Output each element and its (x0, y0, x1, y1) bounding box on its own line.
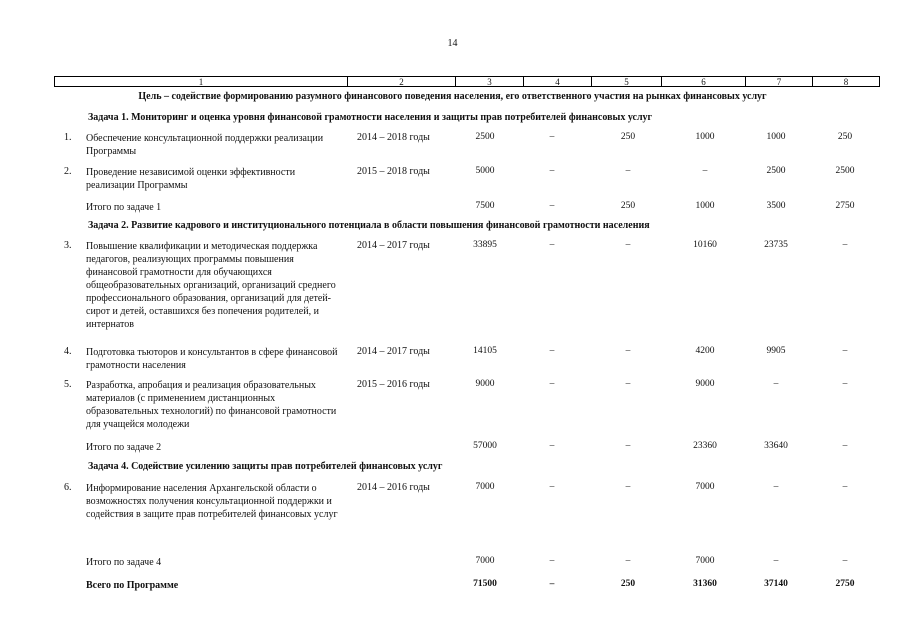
row-value-3: 14105 (473, 346, 497, 356)
row-value-5: – (625, 346, 631, 356)
header-col-4: 4 (523, 77, 591, 86)
row-value-7: 33640 (764, 441, 788, 451)
row-value-6: 10160 (693, 240, 717, 250)
header-col-3: 3 (455, 77, 523, 86)
row-value-6: 7000 (695, 482, 715, 492)
row-value-4: – (549, 166, 555, 176)
row-value-7: 9905 (766, 346, 786, 356)
row-value-7: 2500 (766, 166, 786, 176)
table-header-row (54, 76, 880, 87)
row-value-5: – (625, 482, 631, 492)
table-row (0, 346, 905, 374)
row-value-4: – (549, 579, 555, 589)
row-number: 3. (64, 240, 72, 251)
row-value-5: 250 (620, 132, 636, 142)
row-name: Подготовка тьюторов и консультантов в сфере финансовой грамотности населения (86, 347, 338, 371)
row-name: Проведение независимой оценки эффективности реализации Программы (86, 167, 296, 191)
subtotal-row (0, 556, 905, 570)
row-value-4: – (549, 556, 555, 566)
row-value-4: – (549, 441, 555, 451)
row-name: Обеспечение консультационной поддержки реализации Программы (86, 133, 324, 157)
header-col-8: 8 (812, 77, 879, 86)
header-col-5: 5 (591, 77, 661, 86)
task-2-title: Задача 2. Развитие кадрового и институционального потенциала в области повышения финансовой грамотности населения (88, 220, 650, 231)
row-value-7: 23735 (764, 240, 788, 250)
table-row (0, 240, 905, 336)
header-col-1: 1 (198, 77, 204, 87)
header-col-2: 2 (347, 77, 455, 86)
row-value-3: 7000 (475, 556, 495, 566)
row-name: Разработка, апробация и реализация образовательных материалов (с применением дистанционных образовательных технологий) по финансовой грамотности для учащейся молодежи (86, 380, 337, 430)
row-value-4: – (549, 379, 555, 389)
row-period: 2014 – 2017 годы (357, 346, 430, 357)
row-value-3: 57000 (473, 441, 497, 451)
row-value-7: – (773, 482, 779, 492)
row-value-5: – (625, 441, 631, 451)
row-value-3: 7500 (475, 201, 495, 211)
task-4-title: Задача 4. Содействие усилению защиты прав потребителей финансовых услуг (88, 461, 443, 472)
row-value-7: 37140 (764, 579, 788, 589)
row-period: 2015 – 2018 годы (357, 166, 430, 177)
row-period: 2015 – 2016 годы (357, 379, 430, 390)
row-value-4: – (549, 346, 555, 356)
row-value-7: 1000 (766, 132, 786, 142)
row-value-3: 33895 (473, 240, 497, 250)
row-value-6: 23360 (693, 441, 717, 451)
row-name: Всего по Программе (86, 580, 179, 591)
table-row (0, 482, 905, 546)
row-value-5: – (625, 556, 631, 566)
row-value-4: – (549, 132, 555, 142)
row-value-8: – (842, 379, 848, 389)
row-number: 6. (64, 482, 72, 493)
row-value-8: 250 (837, 132, 853, 142)
row-value-7: – (773, 379, 779, 389)
row-value-4: – (549, 240, 555, 250)
row-value-3: 9000 (475, 379, 495, 389)
table-row (0, 132, 905, 162)
row-period: 2014 – 2016 годы (357, 482, 430, 493)
row-value-5: – (625, 240, 631, 250)
row-value-6: 4200 (695, 346, 715, 356)
row-value-3: 5000 (475, 166, 495, 176)
row-name: Итого по задаче 2 (86, 442, 162, 453)
row-value-6: 9000 (695, 379, 715, 389)
row-value-4: – (549, 482, 555, 492)
row-value-7: 3500 (766, 201, 786, 211)
table-row (0, 166, 905, 196)
row-number: 1. (64, 132, 72, 143)
row-value-7: – (773, 556, 779, 566)
table-row (0, 379, 905, 435)
task-1-title: Задача 1. Мониторинг и оценка уровня финансовой грамотности населения и защиты прав потребителей финансовых услуг (88, 112, 653, 123)
row-name: Итого по задаче 1 (86, 202, 162, 213)
row-period: 2014 – 2018 годы (357, 132, 430, 143)
goal-title: Цель – содействие формированию разумного финансового поведения населения, его ответственного участия на рынках финансовых услуг (138, 91, 767, 102)
row-value-5: – (625, 166, 631, 176)
row-value-3: 2500 (475, 132, 495, 142)
row-name: Повышение квалификации и методическая поддержка педагогов, реализующих программы повышения финансовой грамотности для обучающихся общеобразовательных организаций, организаций среднего профессионального образования, организаций для детей-сирот и детей, оставшихся без попечения родителей, и интернатов (86, 241, 336, 330)
row-value-5: – (625, 379, 631, 389)
header-col-6: 6 (661, 77, 745, 86)
row-value-8: – (842, 556, 848, 566)
row-name: Информирование населения Архангельской области о возможностях получения консультационной поддержки и содействия в защите прав потребителей финансовых услуг (86, 483, 338, 520)
row-value-8: – (842, 482, 848, 492)
row-value-5: 250 (620, 201, 636, 211)
row-value-6: 7000 (695, 556, 715, 566)
grand-total-row (0, 579, 905, 593)
row-value-6: 1000 (695, 132, 715, 142)
row-value-8: – (842, 346, 848, 356)
row-value-6: 31360 (693, 579, 717, 589)
row-value-3: 71500 (473, 579, 497, 589)
row-value-8: 2750 (835, 579, 855, 589)
subtotal-row (0, 201, 905, 215)
row-value-8: 2750 (835, 201, 855, 211)
row-value-6: – (702, 166, 708, 176)
row-number: 2. (64, 166, 72, 177)
row-number: 4. (64, 346, 72, 357)
subtotal-row (0, 441, 905, 455)
page-number: 14 (447, 38, 458, 49)
row-value-8: – (842, 240, 848, 250)
row-value-6: 1000 (695, 201, 715, 211)
row-value-4: – (549, 201, 555, 211)
row-name: Итого по задаче 4 (86, 557, 162, 568)
row-value-3: 7000 (475, 482, 495, 492)
row-value-8: 2500 (835, 166, 855, 176)
row-number: 5. (64, 379, 72, 390)
row-value-8: – (842, 441, 848, 451)
header-col-7: 7 (745, 77, 812, 86)
row-period: 2014 – 2017 годы (357, 240, 430, 251)
row-value-5: 250 (620, 579, 636, 589)
